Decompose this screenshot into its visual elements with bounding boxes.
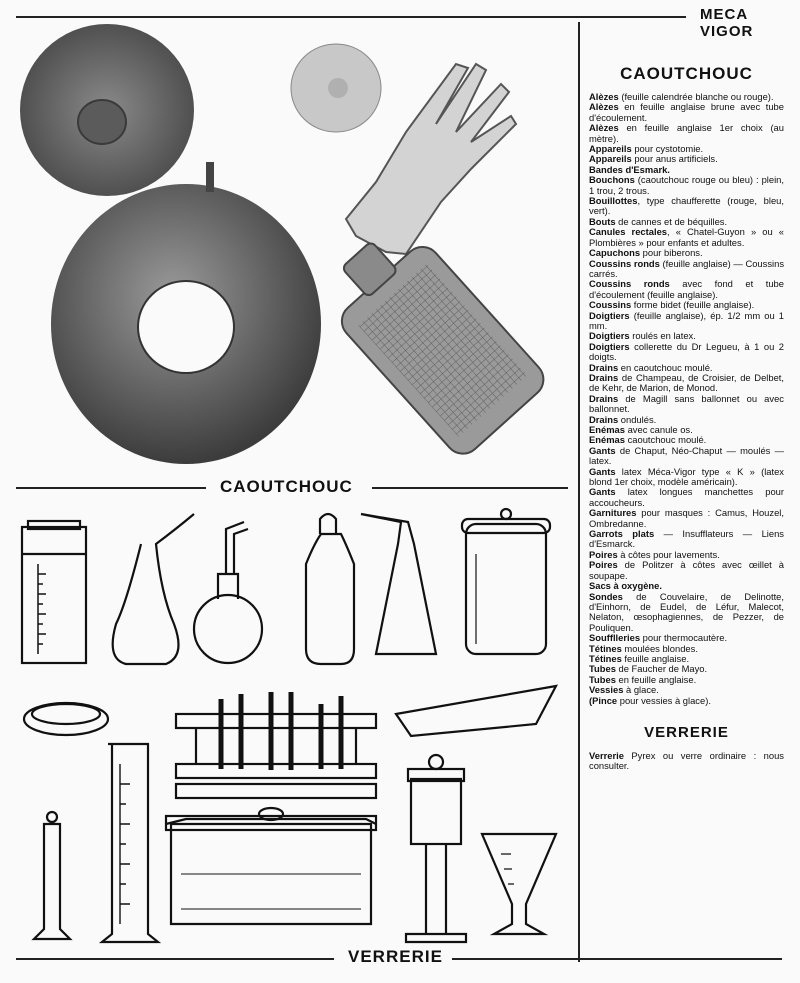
entry-keyword: Capuchons	[589, 247, 641, 259]
entry-keyword: Drains	[589, 371, 619, 383]
entry-text: pour anus artificiels.	[631, 153, 718, 165]
entry-keyword: Garnitures	[589, 507, 637, 519]
entry-text: de cannes et de béquilles.	[615, 215, 728, 227]
entry-keyword: Doigtiers	[589, 340, 630, 352]
entry-text: pour masques : Camus, Houzel, Ombredanne.	[589, 507, 784, 529]
entry-text: latex Méca-Vigor type « K » (latex blond 1er choix, modèle américain).	[589, 465, 784, 488]
list-item	[589, 446, 784, 467]
entry-text: avec canule os.	[624, 424, 693, 435]
entry-text: en feuille anglaise.	[615, 673, 697, 685]
list-item	[589, 227, 784, 248]
entry-text: roulés en latex.	[629, 330, 696, 342]
entry-keyword: Coussins	[589, 299, 632, 311]
glassware-drawings	[22, 509, 556, 942]
entry-keyword: Appareils	[589, 153, 632, 165]
list-item	[589, 342, 784, 363]
entry-text: à côtes pour lavements.	[617, 548, 720, 560]
entry-text: à glace.	[623, 684, 659, 696]
entry-keyword: Poires	[589, 548, 618, 560]
list-item	[589, 592, 784, 634]
entry-keyword: Doigtiers	[589, 309, 630, 321]
list-item	[589, 487, 784, 508]
entry-text: de Faucher de Mayo.	[615, 663, 708, 675]
entry-text: avec fond et tube d'écoulement (feuille anglaise).	[589, 278, 784, 300]
column-divider	[578, 22, 580, 962]
section-rule-left	[16, 487, 206, 489]
entry-keyword: Coussins ronds	[589, 278, 670, 290]
entry-keyword: Tétines	[589, 652, 622, 664]
list-item	[589, 279, 784, 300]
illustration-caption-caoutchouc: CAOUTCHOUC	[220, 477, 353, 496]
entry-keyword: Gants	[589, 486, 616, 498]
entry-text: (feuille anglaise) — Coussins carrés.	[589, 257, 785, 279]
list-item	[589, 311, 784, 332]
list-item	[589, 123, 784, 144]
entry-keyword: Sacs à oxygène.	[589, 580, 662, 592]
caoutchouc-entries	[589, 92, 784, 706]
entry-keyword: Drains	[589, 392, 619, 404]
entry-keyword: Coussins ronds	[589, 257, 660, 269]
list-item	[589, 529, 784, 550]
caoutchouc-heading: CAOUTCHOUC	[620, 64, 753, 83]
entry-keyword: Poires	[589, 559, 618, 571]
entry-text: Pyrex ou verre ordinaire : nous consulter.	[589, 749, 784, 772]
entry-keyword: Bandes d'Esmark.	[589, 163, 670, 175]
entry-keyword: Doigtiers	[589, 330, 630, 342]
entry-text: en feuille anglaise brune avec tube d'écoulement.	[589, 101, 784, 123]
illustration-caption-verrerie: VERRERIE	[348, 947, 443, 966]
entry-text: (feuille calendrée blanche ou rouge).	[618, 91, 774, 102]
entry-text: pour cystotomie.	[631, 143, 704, 155]
entry-text: ondulés.	[618, 413, 657, 425]
entry-keyword: Tétines	[589, 642, 622, 654]
entry-keyword: (Pince	[589, 694, 618, 706]
list-item	[589, 175, 784, 196]
entry-text: forme bidet (feuille anglaise).	[631, 299, 755, 311]
entry-keyword: Appareils	[589, 143, 632, 155]
entry-keyword: Gants	[589, 444, 616, 456]
entry-text: , type chaufferette (rouge, bleu, vert).	[589, 195, 784, 217]
entry-keyword: Alèzes	[589, 91, 619, 102]
entry-keyword: Enémas	[589, 434, 625, 446]
entry-keyword: Vessies	[589, 684, 624, 696]
entry-text: pour vessies à glace).	[617, 694, 711, 706]
list-item	[589, 467, 784, 488]
entry-text: en caoutchouc moulé.	[618, 361, 713, 373]
verrerie-heading: VERRERIE	[644, 723, 729, 741]
brand-logo: MECA VIGOR	[700, 6, 754, 40]
verrerie-entry	[589, 751, 784, 772]
list-item	[589, 696, 784, 706]
section-rule-right	[372, 487, 568, 489]
entry-keyword: Bouchons	[589, 174, 635, 186]
entry-text: collerette du Dr Legueu, à 1 ou 2 doigts.	[589, 340, 784, 363]
entry-text: de Chaput, Néo-Chaput — moulés — latex.	[589, 444, 784, 467]
entry-text: pour biberons.	[640, 247, 703, 259]
entry-text: de Champeau, de Croisier, de Delbet, de Kehr, de Marion, de Monod.	[589, 371, 784, 394]
entry-keyword: Sondes	[589, 590, 623, 602]
entry-text: pour thermocautère.	[640, 632, 728, 644]
entry-text: de Politzer à côtes avec œillet à soupape.	[589, 559, 784, 581]
entry-keyword: Bouts	[589, 215, 616, 227]
list-item	[589, 394, 784, 415]
entry-text: (feuille anglaise), ép. 1/2 mm ou 1 mm.	[589, 309, 784, 331]
bottom-rule-left	[16, 958, 334, 960]
list-item	[589, 196, 784, 217]
entry-keyword: Canules rectales	[589, 226, 668, 238]
entry-keyword: Alèzes	[589, 122, 619, 134]
entry-text: feuille anglaise.	[621, 652, 690, 664]
entry-keyword: Tubes	[589, 663, 616, 675]
entry-keyword: Gants	[589, 465, 616, 477]
entry-keyword: Drains	[589, 413, 619, 425]
entry-keyword: Verrerie	[589, 749, 624, 761]
entry-keyword: Drains	[589, 361, 619, 373]
entry-text: , « Chatel-Guyon » ou « Plombières » pour enfants et adultes.	[589, 226, 784, 248]
bottom-rule-right	[452, 958, 782, 960]
list-item	[589, 560, 784, 581]
entry-keyword: Garrots plats	[589, 528, 655, 540]
entry-text: caoutchouc moulé.	[624, 434, 707, 446]
entry-keyword: Tubes	[589, 673, 616, 685]
entry-keyword: Enémas	[589, 424, 625, 435]
list-item	[589, 259, 784, 280]
rubber-disc-image	[20, 24, 194, 196]
entry-text: latex longues manchettes pour accoucheurs.	[589, 486, 784, 508]
entry-keyword: Soufflleries	[589, 632, 641, 644]
entry-text: de Couvelaire, de Delinotte, d'Einhorn, de Eudel, de Léfur, Malecot, Nelaton, œsophagiennes, de Pezzer, de Pouliquen.	[589, 590, 784, 633]
entry-keyword: Alèzes	[589, 101, 619, 113]
entry-keyword: Bouillottes	[589, 195, 638, 207]
entry-text: (caoutchouc rouge ou bleu) : plein, 1 trou, 2 trous.	[589, 174, 784, 196]
rubber-cap-image	[291, 44, 381, 132]
hot-water-bottle-image	[312, 214, 551, 461]
entry-text: — Insufflateurs — Liens d'Esmarck.	[589, 528, 784, 550]
list-item	[589, 373, 784, 394]
entry-text: de Magill sans ballonnet ou avec ballonnet.	[589, 392, 784, 415]
ring-cushion-image	[51, 162, 321, 464]
entry-text: moulées blondes.	[621, 642, 698, 654]
product-list-column	[589, 62, 784, 772]
list-item	[589, 102, 784, 123]
list-item	[589, 508, 784, 529]
entry-text: en feuille anglaise 1er choix (au mètre).	[589, 122, 784, 144]
top-rule	[16, 16, 686, 18]
